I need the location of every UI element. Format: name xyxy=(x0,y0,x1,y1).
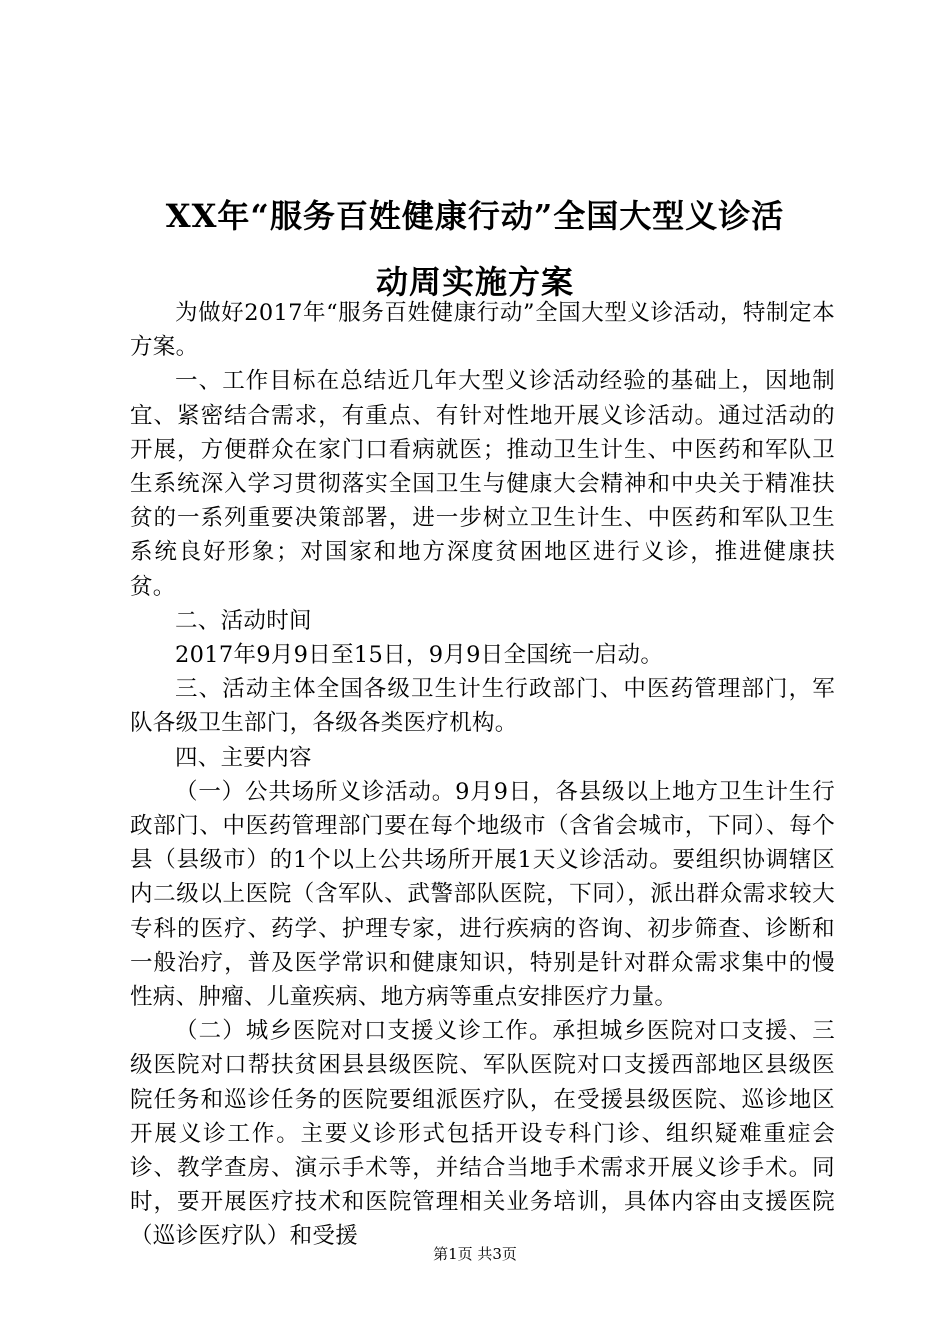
paragraph-public-clinic: （一）公共场所义诊活动。9月9日，各县级以上地方卫生计生行政部门、中医药管理部门要在每个地级市（含省会城市，下同）、每个县（县级市）的1个以上公共场所开展1天义诊活动。要组织协调辖区内二级以上医院（含军队、武警部队医院，下同），派出群众需求较大专科的医疗、药学、护理专家，进行疾病的咨询、初步筛查、诊断和一般治疗，普及医学常识和健康知识，特别是针对群众需求集中的慢性病、肿瘤、儿童疾病、地方病等重点安排医疗力量。 xyxy=(130,778,835,1011)
document-body xyxy=(130,296,835,1254)
paragraph-goals: 一、工作目标在总结近几年大型义诊活动经验的基础上，因地制宜、紧密结合需求，有重点、有针对性地开展义诊活动。通过活动的开展，方便群众在家门口看病就医；推动卫生计生、中医药和军队卫生系统深入学习贯彻落实全国卫生与健康大会精神和中央关于精准扶贫的一系列重要决策部署，进一步树立卫生计生、中医药和军队卫生系统良好形象；对国家和地方深度贫困地区进行义诊，推进健康扶贫。 xyxy=(130,368,835,600)
title-line-1: XX年“服务百姓健康行动”全国大型义诊活 xyxy=(165,197,785,235)
title-line-2: 动周实施方案 xyxy=(375,263,574,301)
heading-main-content: 四、主要内容 xyxy=(175,744,312,771)
paragraph-intro: 为做好2017年“服务百姓健康行动”全国大型义诊活动，特制定本方案。 xyxy=(130,300,835,361)
paragraph-activity-subject: 三、活动主体全国各级卫生计生行政部门、中医药管理部门，军队各级卫生部门，各级各类医疗机构。 xyxy=(130,676,835,737)
page-footer: 第1页 共3页 xyxy=(433,1245,517,1263)
paragraph-hospital-support: （二）城乡医院对口支援义诊工作。承担城乡医院对口支援、三级医院对口帮扶贫困县县级医院、军队医院对口支援西部地区县级医院任务和巡诊任务的医院要组派医疗队，在受援县级医院、巡诊地区开展义诊工作。主要义诊形式包括开设专科门诊、组织疑难重症会诊、教学查房、演示手术等，并结合当地手术需求开展义诊手术。同时，要开展医疗技术和医院管理相关业务培训，具体内容由支援医院（巡诊医疗队）和受援 xyxy=(130,1018,835,1250)
paragraph-activity-time: 2017年9月9日至15日，9月9日全国统一启动。 xyxy=(175,642,664,669)
heading-activity-time: 二、活动时间 xyxy=(175,607,312,634)
